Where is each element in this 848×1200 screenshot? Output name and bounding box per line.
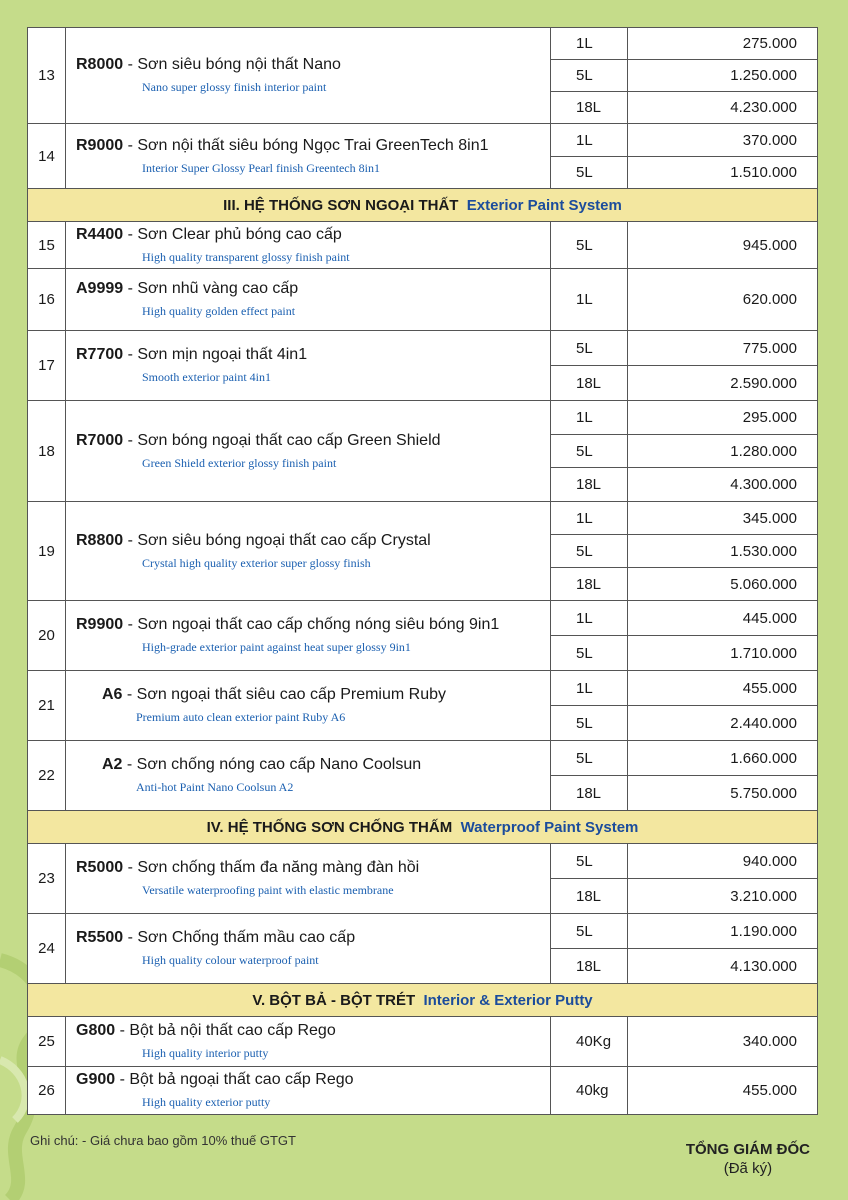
package-size: 18L — [551, 468, 628, 502]
price: 1.710.000 — [628, 636, 818, 671]
package-size: 5L — [551, 636, 628, 671]
package-size: 5L — [551, 706, 628, 741]
package-size: 1L — [551, 502, 628, 535]
package-size: 5L — [551, 535, 628, 568]
product-name: - Sơn Clear phủ bóng cao cấp — [123, 225, 342, 243]
product-description — [66, 1017, 551, 1067]
package-size: 18L — [551, 568, 628, 601]
item-number: 16 — [28, 269, 66, 331]
product-description — [66, 331, 551, 401]
product-name-en: High quality transparent glossy finish paint — [142, 249, 350, 264]
section-header-row — [28, 189, 818, 222]
product-description — [66, 222, 551, 269]
product-code: R8800 — [76, 531, 124, 549]
item-number: 23 — [28, 844, 66, 914]
item-number: 26 — [28, 1067, 66, 1115]
product-name-en: Interior Super Glossy Pearl finish Greentech 8in1 — [142, 160, 380, 175]
product-name-vi — [76, 756, 550, 774]
price: 455.000 — [628, 671, 818, 706]
price: 295.000 — [628, 401, 818, 435]
price: 1.190.000 — [628, 914, 818, 949]
director-signature-block — [686, 1141, 810, 1177]
product-name-en: Versatile waterproofing paint with elastic membrane — [142, 883, 394, 897]
product-name-vi — [76, 859, 550, 877]
item-number: 15 — [28, 222, 66, 269]
product-name-en: Green Shield exterior glossy finish paint — [142, 455, 337, 470]
price-table — [27, 27, 818, 1115]
product-code: A6 — [102, 686, 123, 703]
product-name-en: Premium auto clean exterior paint Ruby A6 — [136, 710, 346, 724]
package-size: 1L — [551, 601, 628, 636]
product-description — [66, 601, 551, 671]
section-title-vi: III. HỆ THỐNG SƠN NGOẠI THẤT — [223, 196, 459, 214]
product-name-en: Smooth exterior paint 4in1 — [142, 370, 271, 384]
product-code: R8000 — [76, 56, 124, 73]
product-name-en: High quality colour waterproof paint — [142, 953, 319, 967]
price: 940.000 — [628, 844, 818, 879]
table-row — [28, 601, 818, 636]
product-name: - Sơn chống thấm đa năng màng đàn hồi — [123, 859, 420, 876]
section-title-en: Interior & Exterior Putty — [423, 991, 593, 1009]
product-description — [66, 844, 551, 914]
price: 1.530.000 — [628, 535, 818, 568]
package-size: 40kg — [551, 1067, 628, 1115]
product-name-en: High quality interior putty — [142, 1046, 269, 1060]
price: 345.000 — [628, 502, 818, 535]
package-size: 5L — [551, 435, 628, 468]
item-number: 24 — [28, 914, 66, 984]
table-row — [28, 331, 818, 366]
price: 4.300.000 — [628, 468, 818, 502]
signed-note: (Đã ký) — [723, 1160, 773, 1177]
price: 5.750.000 — [628, 776, 818, 811]
table-row — [28, 741, 818, 776]
product-name: - Sơn ngoại thất siêu cao cấp Premium Ruby — [122, 686, 446, 703]
table-row — [28, 671, 818, 706]
product-name-vi — [76, 346, 550, 364]
package-size: 18L — [551, 949, 628, 984]
product-description — [66, 671, 551, 741]
item-number: 20 — [28, 601, 66, 671]
price: 1.510.000 — [628, 157, 818, 189]
product-name: - Sơn siêu bóng ngoại thất cao cấp Crystal — [123, 531, 431, 549]
product-name: - Sơn chống nóng cao cấp Nano Coolsun — [122, 756, 422, 773]
price: 620.000 — [628, 269, 818, 331]
product-name-vi — [76, 532, 550, 550]
package-size: 1L — [551, 28, 628, 60]
product-code: G900 — [76, 1071, 116, 1088]
item-number: 25 — [28, 1017, 66, 1067]
package-size: 5L — [551, 60, 628, 92]
section-title-en: Exterior Paint System — [466, 196, 622, 214]
product-name: - Sơn nội thất siêu bóng Ngọc Trai GreenTech 8in1 — [123, 136, 489, 154]
product-name-vi — [76, 686, 550, 704]
product-code: R9900 — [76, 616, 124, 633]
product-name: - Sơn bóng ngoại thất cao cấp Green Shield — [123, 431, 441, 449]
item-number: 18 — [28, 401, 66, 502]
product-code: A2 — [102, 756, 123, 773]
package-size: 5L — [551, 844, 628, 879]
product-name-vi — [76, 1022, 550, 1040]
product-description — [66, 1067, 551, 1115]
product-code: G800 — [76, 1022, 116, 1039]
price: 4.130.000 — [628, 949, 818, 984]
product-name-vi — [76, 280, 550, 298]
package-size: 1L — [551, 124, 628, 157]
product-name-vi — [76, 432, 550, 450]
package-size: 18L — [551, 366, 628, 401]
package-size: 5L — [551, 914, 628, 949]
table-row — [28, 502, 818, 535]
table-row — [28, 222, 818, 269]
package-size: 5L — [551, 331, 628, 366]
table-row — [28, 269, 818, 331]
product-name-vi — [76, 1071, 550, 1089]
product-name: - Bột bả nội thất cao cấp Rego — [115, 1022, 336, 1039]
price: 340.000 — [628, 1017, 818, 1067]
product-code: R5500 — [76, 929, 124, 946]
price: 1.660.000 — [628, 741, 818, 776]
price: 445.000 — [628, 601, 818, 636]
product-name-vi — [76, 929, 550, 947]
table-row — [28, 1017, 818, 1067]
price: 945.000 — [628, 222, 818, 269]
product-name-vi — [76, 137, 550, 155]
table-row — [28, 914, 818, 949]
product-description — [66, 269, 551, 331]
product-code: R9000 — [76, 136, 124, 154]
item-number: 14 — [28, 124, 66, 189]
item-number: 17 — [28, 331, 66, 401]
footer-note: Ghi chú: - Giá chưa bao gồm 10% thuế GTGT — [30, 1133, 296, 1148]
section-title-vi: IV. HỆ THỐNG SƠN CHỐNG THẤM — [206, 818, 453, 836]
package-size: 5L — [551, 741, 628, 776]
table-row — [28, 1067, 818, 1115]
product-name-en: High-grade exterior paint against heat super glossy 9in1 — [142, 640, 411, 654]
product-code: R7700 — [76, 346, 124, 363]
product-name: - Bột bả ngoại thất cao cấp Rego — [115, 1071, 354, 1088]
product-code: R5000 — [76, 859, 124, 876]
product-name: - Sơn Chống thấm mầu cao cấp — [123, 929, 356, 946]
product-name-vi — [76, 616, 550, 634]
product-name-en: Crystal high quality exterior super glossy finish — [142, 555, 371, 570]
table-row — [28, 844, 818, 879]
product-description — [66, 741, 551, 811]
product-description — [66, 28, 551, 124]
item-number: 22 — [28, 741, 66, 811]
product-name-en: High quality golden effect paint — [142, 304, 296, 318]
package-size: 18L — [551, 879, 628, 914]
table-row — [28, 124, 818, 157]
price: 2.440.000 — [628, 706, 818, 741]
price: 455.000 — [628, 1067, 818, 1115]
price: 3.210.000 — [628, 879, 818, 914]
package-size: 5L — [551, 157, 628, 189]
product-description — [66, 124, 551, 189]
product-description — [66, 502, 551, 601]
director-title: TỔNG GIÁM ĐỐC — [685, 1141, 810, 1158]
section-title-en: Waterproof Paint System — [460, 818, 639, 836]
item-number: 21 — [28, 671, 66, 741]
price: 1.280.000 — [628, 435, 818, 468]
package-size: 5L — [551, 222, 628, 269]
price: 275.000 — [628, 28, 818, 60]
product-name-vi — [76, 226, 550, 244]
product-description — [66, 401, 551, 502]
product-code: R7000 — [76, 431, 124, 449]
price: 5.060.000 — [628, 568, 818, 601]
product-name-en: Nano super glossy finish interior paint — [142, 80, 327, 94]
package-size: 18L — [551, 92, 628, 124]
product-code: A9999 — [76, 280, 124, 297]
package-size: 18L — [551, 776, 628, 811]
product-name-vi — [76, 56, 550, 74]
table-row — [28, 401, 818, 435]
product-name: - Sơn ngoại thất cao cấp chống nóng siêu bóng 9in1 — [123, 616, 500, 633]
price: 1.250.000 — [628, 60, 818, 92]
price: 370.000 — [628, 124, 818, 157]
product-description — [66, 914, 551, 984]
price: 4.230.000 — [628, 92, 818, 124]
package-size: 1L — [551, 269, 628, 331]
product-name-en: High quality exterior putty — [142, 1095, 271, 1109]
product-name-en: Anti-hot Paint Nano Coolsun A2 — [136, 780, 294, 794]
package-size: 1L — [551, 671, 628, 706]
section-header-row — [28, 811, 818, 844]
item-number: 19 — [28, 502, 66, 601]
package-size: 1L — [551, 401, 628, 435]
price: 2.590.000 — [628, 366, 818, 401]
table-row — [28, 28, 818, 60]
package-size: 40Kg — [551, 1017, 628, 1067]
product-name: - Sơn mịn ngoại thất 4in1 — [123, 346, 308, 363]
product-name: - Sơn nhũ vàng cao cấp — [123, 280, 299, 297]
section-header-row — [28, 984, 818, 1017]
product-name: - Sơn siêu bóng nội thất Nano — [123, 56, 341, 73]
product-code: R4400 — [76, 225, 124, 243]
price: 775.000 — [628, 331, 818, 366]
section-title-vi: V. BỘT BẢ - BỘT TRÉT — [252, 991, 416, 1009]
item-number: 13 — [28, 28, 66, 124]
